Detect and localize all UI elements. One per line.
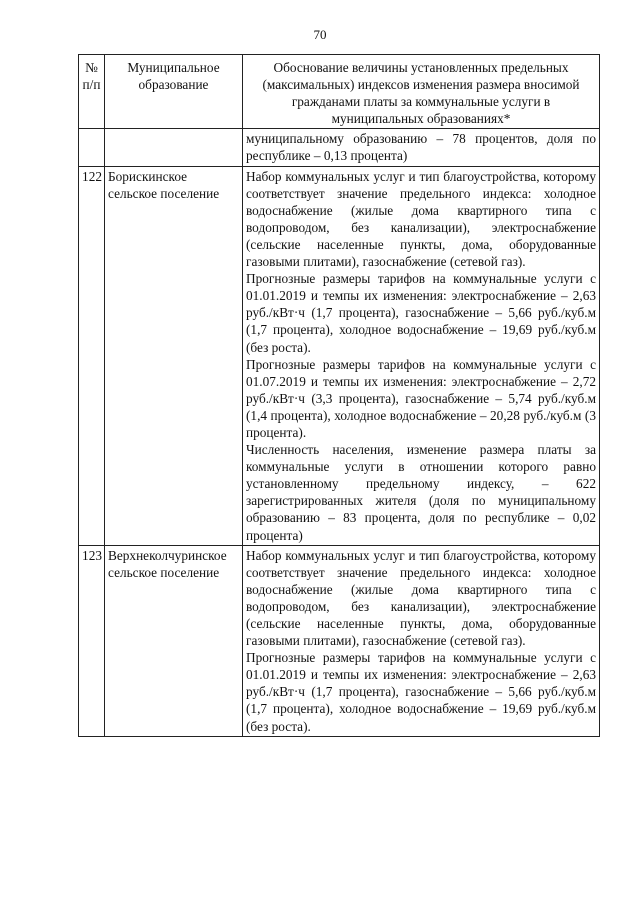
table-row	[79, 166, 600, 545]
paragraph: Набор коммунальных услуг и тип благоустройства, которому соответствует значение предельного индекса: холодное водоснабжение (жилые дома квартирного типа с водопроводом, без канализации), электроснабжение (сельские населенные пункты, дома, оборудованные газовыми плитами), газоснабжение (сетевой газ).	[246, 168, 596, 270]
cell-municipality: Борискинское сельское поселение	[105, 166, 243, 545]
tariff-index-table	[78, 54, 600, 737]
header-municipality: Муниципальное образование	[105, 55, 243, 129]
cell-municipality	[105, 129, 243, 166]
cell-num: 122	[79, 166, 105, 545]
cell-municipality: Верхнеколчуринское сельское поселение	[105, 545, 243, 736]
paragraph: Прогнозные размеры тарифов на коммунальные услуги с 01.07.2019 и темпы их изменения: электроснабжение – 2,72 руб./кВт·ч (3,3 процента), газоснабжение – 5,74 руб./куб.м (1,4 процента), холодное водоснабжение – 20,28 руб./куб.м (3 процента).	[246, 356, 596, 440]
header-justification: Обоснование величины установленных предельных (максимальных) индексов изменения размера вносимой гражданами платы за коммунальные услуги в муниципальных образованиях*	[243, 55, 600, 129]
table-row-continuation	[79, 129, 600, 166]
paragraph: Набор коммунальных услуг и тип благоустройства, которому соответствует значение предельного индекса: холодное водоснабжение (жилые дома квартирного типа с водопроводом, без канализации), электроснабжение (сельские населенные пункты, дома, оборудованные газовыми плитами), газоснабжение (сетевой газ).	[246, 547, 596, 649]
cell-continuation	[243, 129, 600, 166]
page-number: 70	[313, 27, 327, 42]
continuation-text: муниципальному образованию – 78 процентов, доля по республике – 0,13 процента)	[246, 131, 596, 164]
cell-justification	[243, 166, 600, 545]
cell-num	[79, 129, 105, 166]
paragraph: Численность населения, изменение размера платы за коммунальные услуги в отношении которого равно установленному предельному индексу, – 622 зарегистрированных жителя (доля по муниципальному образованию – 83 процента, доля по республике – 0,02 процента)	[246, 442, 596, 543]
cell-justification	[243, 545, 600, 736]
table-header-row	[79, 55, 600, 129]
table-row	[79, 545, 600, 736]
paragraph: Прогнозные размеры тарифов на коммунальные услуги с 01.01.2019 и темпы их изменения: электроснабжение – 2,63 руб./кВт·ч (1,7 процента), газоснабжение – 5,66 руб./куб.м (1,7 процента), холодное водоснабжение – 19,69 руб./куб.м (без роста).	[246, 650, 596, 734]
paragraph: Прогнозные размеры тарифов на коммунальные услуги с 01.01.2019 и темпы их изменения: электроснабжение – 2,63 руб./кВт·ч (1,7 процента), газоснабжение – 5,66 руб./куб.м (1,7 процента), холодное водоснабжение – 19,69 руб./куб.м (без роста).	[246, 271, 596, 355]
cell-num: 123	[79, 545, 105, 736]
header-num: № п/п	[79, 55, 105, 129]
